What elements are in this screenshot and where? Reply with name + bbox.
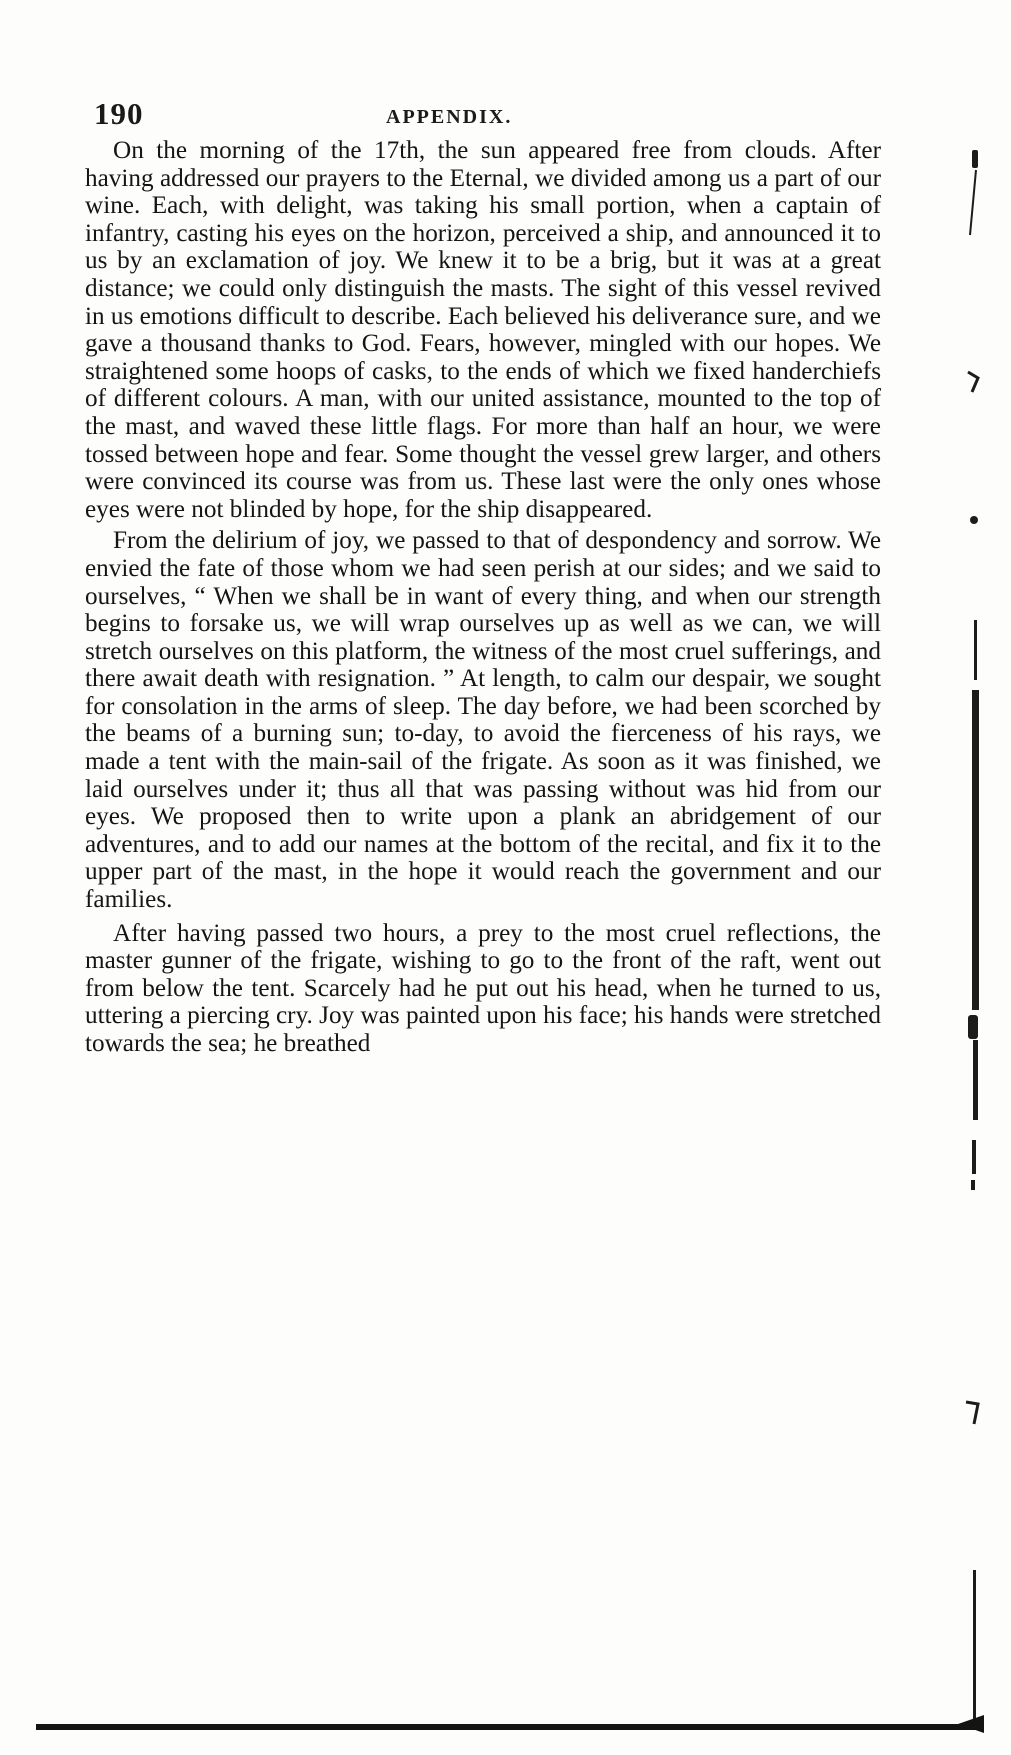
paragraph: After having passed two hours, a prey to the most cruel reflections, the master gunner of the frigate, wishing to go to the front of the raft, went out from below the tent. Scarcely had he put out his head, when he turned to us, uttering a piercing cry. Joy was painted upon his face; his hands were stretched towards the sea; he breathed (85, 919, 881, 1057)
scan-mark (968, 1015, 978, 1039)
scan-mark (972, 1140, 976, 1174)
scan-mark (972, 690, 979, 1010)
scan-mark (973, 1040, 978, 1120)
running-title: APPENDIX. (386, 106, 513, 128)
scan-mark (971, 1180, 975, 1190)
scan-mark (968, 372, 978, 392)
running-head (94, 96, 878, 140)
scan-mark (973, 1570, 976, 1720)
scan-mark (974, 620, 977, 680)
page-number: 190 (94, 96, 144, 131)
scan-mark (972, 150, 978, 168)
scan-mark (970, 170, 976, 235)
scan-mark (970, 516, 978, 524)
paragraph: From the delirium of joy, we passed to that of despondency and sorrow. We envied the fate of those whom we had seen perish at our sides; and we said to ourselves, “ When we shall be in want of every thing, and when our strength begins to forsake us, we will wrap ourselves up as well as we can, we will stretch ourselves on this platform, the witness of the most cruel sufferings, and there await death with resignation. ” At length, to calm our despair, we sought for consolation in the arms of sleep. The day before, we had been scorched by the beams of a burning sun; to-day, to avoid the fierceness of his rays, we made a tent with the main-sail of the frigate. As soon as it was finished, we laid ourselves under it; thus all that was passing without was hid from our eyes. We proposed then to write upon a plank an abridgement of our adventures, and to add our names at the bottom of the recital, and fix it to the upper part of the mast, in the hope it would reach the government and our families. (85, 527, 881, 914)
bottom-rule-end (958, 1715, 984, 1733)
body-text (85, 137, 881, 1058)
scan-mark (966, 1402, 978, 1424)
paragraph: On the morning of the 17th, the sun appeared free from clouds. After having addressed our prayers to the Eternal, we divided among us a part of our wine. Each, with delight, was taking his small portion, when a captain of infantry, casting his eyes on the horizon, perceived a ship, and announced it to us by an exclamation of joy. We knew it to be a brig, but it was at a great distance; we could only distinguish the masts. The sight of this vessel revived in us emotions difficult to describe. Each believed his deliverance sure, and we gave a thousand thanks to God. Fears, however, mingled with our hopes. We straightened some hoops of casks, to the ends of which we fixed handerchiefs of different colours. A man, with our united assistance, mounted to the top of the mast, and waved these little flags. For more than half an hour, we were tossed between hope and fear. Some thought the vessel grew larger, and others were convinced its course was from us. These last were the only ones whose eyes were not blinded by hope, for the ship disappeared. (85, 137, 881, 523)
bottom-rule (36, 1724, 980, 1730)
